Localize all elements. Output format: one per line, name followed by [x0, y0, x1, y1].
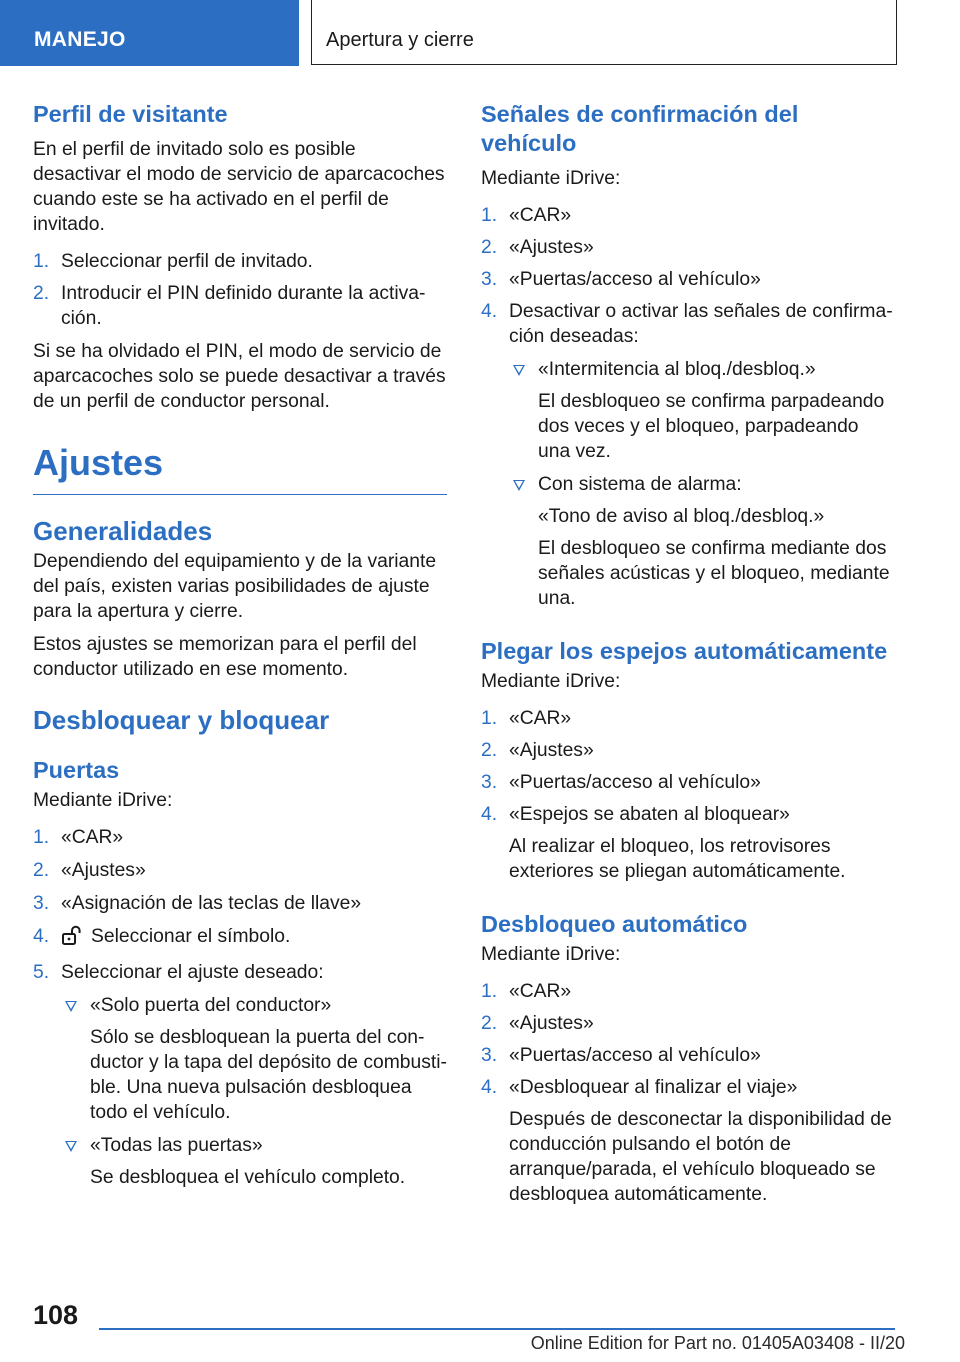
senales-intro: Mediante iDrive:: [481, 168, 621, 189]
generalidades-heading: Generalidades: [33, 516, 213, 546]
generalidades-p1: Dependiendo del equipamiento y de la variante del país, existen varias posibilidades de ajuste para la apertura y cierre.: [33, 551, 437, 622]
left-column: [33, 100, 447, 1190]
list-item: 3. «Puertas/acceso al vehículo»: [481, 269, 761, 290]
bullet-triangle-icon: [513, 365, 525, 376]
page-number: 108: [33, 1300, 79, 1330]
list-item: 2. «Ajustes»: [481, 237, 594, 258]
puertas-options: [33, 993, 447, 1190]
list-item: 3. «Puertas/acceso al vehículo»: [481, 772, 761, 793]
list-item: «Intermitencia al bloq./desbloq.» El desbloqueo se confirma parpadeando dos veces y el bloqueo, parpadeando una vez.: [509, 357, 893, 464]
list-item: 1. Seleccionar perfil de invitado.: [33, 251, 313, 272]
list-item: «Todas las puertas» Se desbloquea el vehículo completo.: [61, 1133, 447, 1190]
list-item: 2. «Ajustes»: [481, 1013, 594, 1034]
list-item: 1. «CAR»: [481, 205, 572, 226]
perfil-intro: En el perfil de invitado solo es posible desactivar el modo de servicio de aparcacoches cuando este se ha activado en el perfil de invitado.: [33, 139, 445, 235]
footer-divider: [99, 1328, 895, 1330]
desbloquear-heading: Desbloquear y bloquear: [33, 705, 330, 735]
list-item: 5. Seleccionar el ajuste deseado:: [33, 962, 324, 983]
unlock-icon: [61, 925, 83, 952]
list-item: 2. Introducir el PIN definido durante la activación.: [33, 283, 426, 329]
list-item: 2. «Ajustes»: [33, 860, 146, 881]
list-item: 3. «Puertas/acceso al vehículo»: [481, 1045, 761, 1066]
ajustes-heading: Ajustes: [33, 440, 447, 495]
perfil-note: Si se ha olvidado el PIN, el modo de servicio de aparcacoches solo se puede desactivar a través de un perfil de conductor personal.: [33, 341, 446, 412]
espejos-desc: Al realizar el bloqueo, los retrovisores exteriores se pliegan automáticamente.: [509, 836, 846, 882]
list-item: 4. Desactivar o activar las señales de confirmación deseadas:: [481, 301, 893, 347]
bullet-triangle-icon: [513, 480, 525, 491]
desbloqueo-steps: [481, 979, 893, 1100]
espejos-intro: Mediante iDrive:: [481, 671, 621, 692]
senales-heading: Señales de confirmación del vehículo: [481, 101, 799, 156]
espejos-steps: [481, 706, 893, 827]
topic-title: Apertura y cierre: [326, 29, 474, 51]
topic-tab: [311, 0, 897, 65]
desbloqueo-intro: Mediante iDrive:: [481, 944, 621, 965]
right-column: [481, 100, 893, 1207]
list-item: 4. «Desbloquear al finalizar el viaje»: [481, 1077, 798, 1098]
edition-footer: Online Edition for Part no. 01405A03408 - II/20: [530, 1333, 905, 1353]
desbloqueo-heading: Desbloqueo automático: [481, 911, 748, 937]
list-item: 4. Seleccionar el símbolo.: [33, 924, 447, 952]
list-item: 1. «CAR»: [481, 981, 572, 1002]
list-item: 2. «Ajustes»: [481, 740, 594, 761]
espejos-heading: Plegar los espejos automáticamente: [481, 638, 888, 664]
section-title: MANEJO: [34, 28, 126, 51]
list-item: 1. «CAR»: [481, 708, 572, 729]
list-item: Con sistema de alarma: «Tono de aviso al bloq./desbloq.» El desbloqueo se confirma mediante dos señales acústicas y el bloqueo, mediante una.: [509, 472, 893, 611]
desbloqueo-desc: Después de desconectar la disponibilidad de conducción pulsando el botón de arranque/parada, el vehículo bloqueado se desbloquea automáticamente.: [509, 1109, 892, 1205]
senales-options: [481, 357, 893, 611]
list-item: «Solo puerta del conductor» Sólo se desbloquean la puerta del conductor y la tapa del depósito de combustible. Una nueva pulsación desbloquea todo el vehículo.: [61, 993, 447, 1125]
generalidades-p2: Estos ajustes se memorizan para el perfil del conductor utilizado en ese momento.: [33, 634, 417, 680]
senales-steps: [481, 203, 893, 349]
puertas-heading: Puertas: [33, 757, 120, 783]
bullet-triangle-icon: [65, 1141, 77, 1152]
puertas-intro: Mediante iDrive:: [33, 790, 173, 811]
puertas-steps: [33, 825, 447, 985]
perfil-heading: Perfil de visitante: [33, 101, 228, 127]
section-tab: [0, 0, 299, 66]
perfil-steps: [33, 249, 447, 331]
bullet-triangle-icon: [65, 1001, 77, 1012]
list-item: 1. «CAR»: [33, 827, 124, 848]
list-item: 4. «Espejos se abaten al bloquear»: [481, 804, 790, 825]
list-item: 3. «Asignación de las teclas de llave»: [33, 893, 362, 914]
